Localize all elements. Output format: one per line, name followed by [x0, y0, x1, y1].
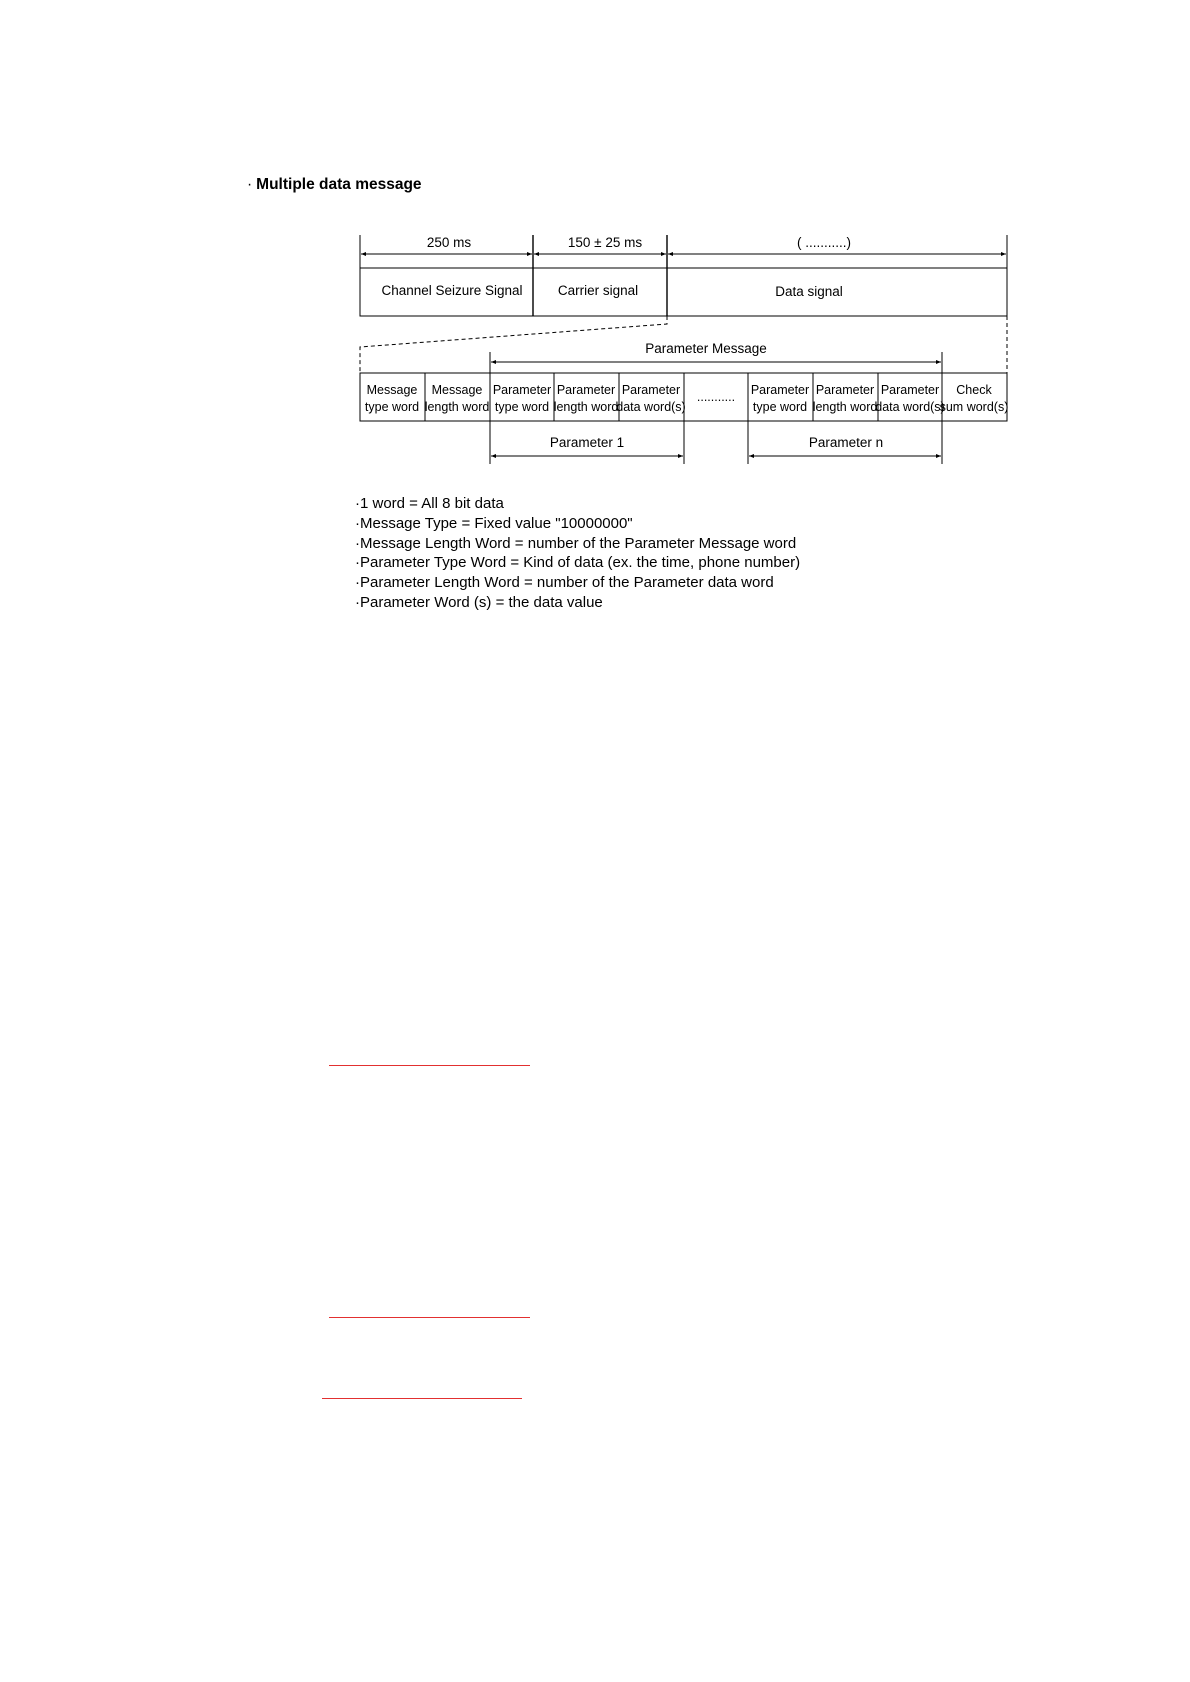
- red-rule-3: [322, 1398, 522, 1399]
- word-cell-5-line1: Parameter: [621, 383, 681, 397]
- word-cell-2-line1: Message: [431, 383, 483, 397]
- duration-label-2: 150 ± 25 ms: [567, 235, 643, 250]
- word-cell-1-line2: type word: [364, 400, 420, 414]
- note-line: ·Message Type = Fixed value "10000000": [355, 514, 633, 532]
- red-rule-2: [329, 1317, 530, 1318]
- word-cell-9-line1: Parameter: [880, 383, 940, 397]
- word-cell-3-line2: type word: [494, 400, 550, 414]
- duration-label-1: 250 ms: [426, 235, 472, 250]
- signal-label-channel-seizure: Channel Seizure Signal: [381, 283, 523, 298]
- heading-title: Multiple data message: [256, 176, 422, 193]
- word-cell-5-line2: data word(s): [616, 400, 686, 414]
- word-cell-4-line1: Parameter: [556, 383, 616, 397]
- param1-label: Parameter 1: [549, 435, 625, 450]
- word-cell-8-line2: length word: [812, 400, 878, 414]
- note-line: ·Parameter Length Word = number of the Parameter data word: [355, 574, 774, 592]
- note-line: ·Parameter Type Word = Kind of data (ex. the time, phone number): [355, 554, 801, 572]
- expand-dashed-left: [360, 316, 667, 373]
- word-cell-3-line1: Parameter: [492, 383, 552, 397]
- notes-list: [355, 494, 800, 613]
- duration-label-3: ( ...........): [797, 235, 851, 250]
- word-cell-4-line2: length word: [553, 400, 619, 414]
- word-cell-ellipsis: ...........: [696, 390, 736, 404]
- word-cell-2-line2: length word: [424, 400, 490, 414]
- note-line: ·Parameter Word (s) = the data value: [355, 593, 603, 611]
- word-cell-7-line1: Parameter: [750, 383, 810, 397]
- signal-label-data: Data signal: [775, 284, 843, 299]
- word-cell-7-line2: type word: [752, 400, 808, 414]
- word-cell-1-line1: Message: [366, 383, 418, 397]
- signal-label-carrier: Carrier signal: [557, 283, 639, 298]
- note-line: ·1 word = All 8 bit data: [355, 495, 504, 512]
- param-message-label: Parameter Message: [645, 341, 767, 356]
- word-cell-9-line2: data word(s): [875, 400, 945, 414]
- red-rule-1: [329, 1065, 530, 1066]
- word-cell-8-line1: Parameter: [815, 383, 875, 397]
- word-cell-10-line1: Check: [956, 383, 992, 397]
- word-cell-10-line2: sum word(s): [939, 400, 1009, 414]
- note-line: ·Message Length Word = number of the Parameter Message word: [355, 534, 797, 552]
- heading-bullet: ·: [247, 176, 253, 193]
- paramn-label: Parameter n: [808, 435, 884, 450]
